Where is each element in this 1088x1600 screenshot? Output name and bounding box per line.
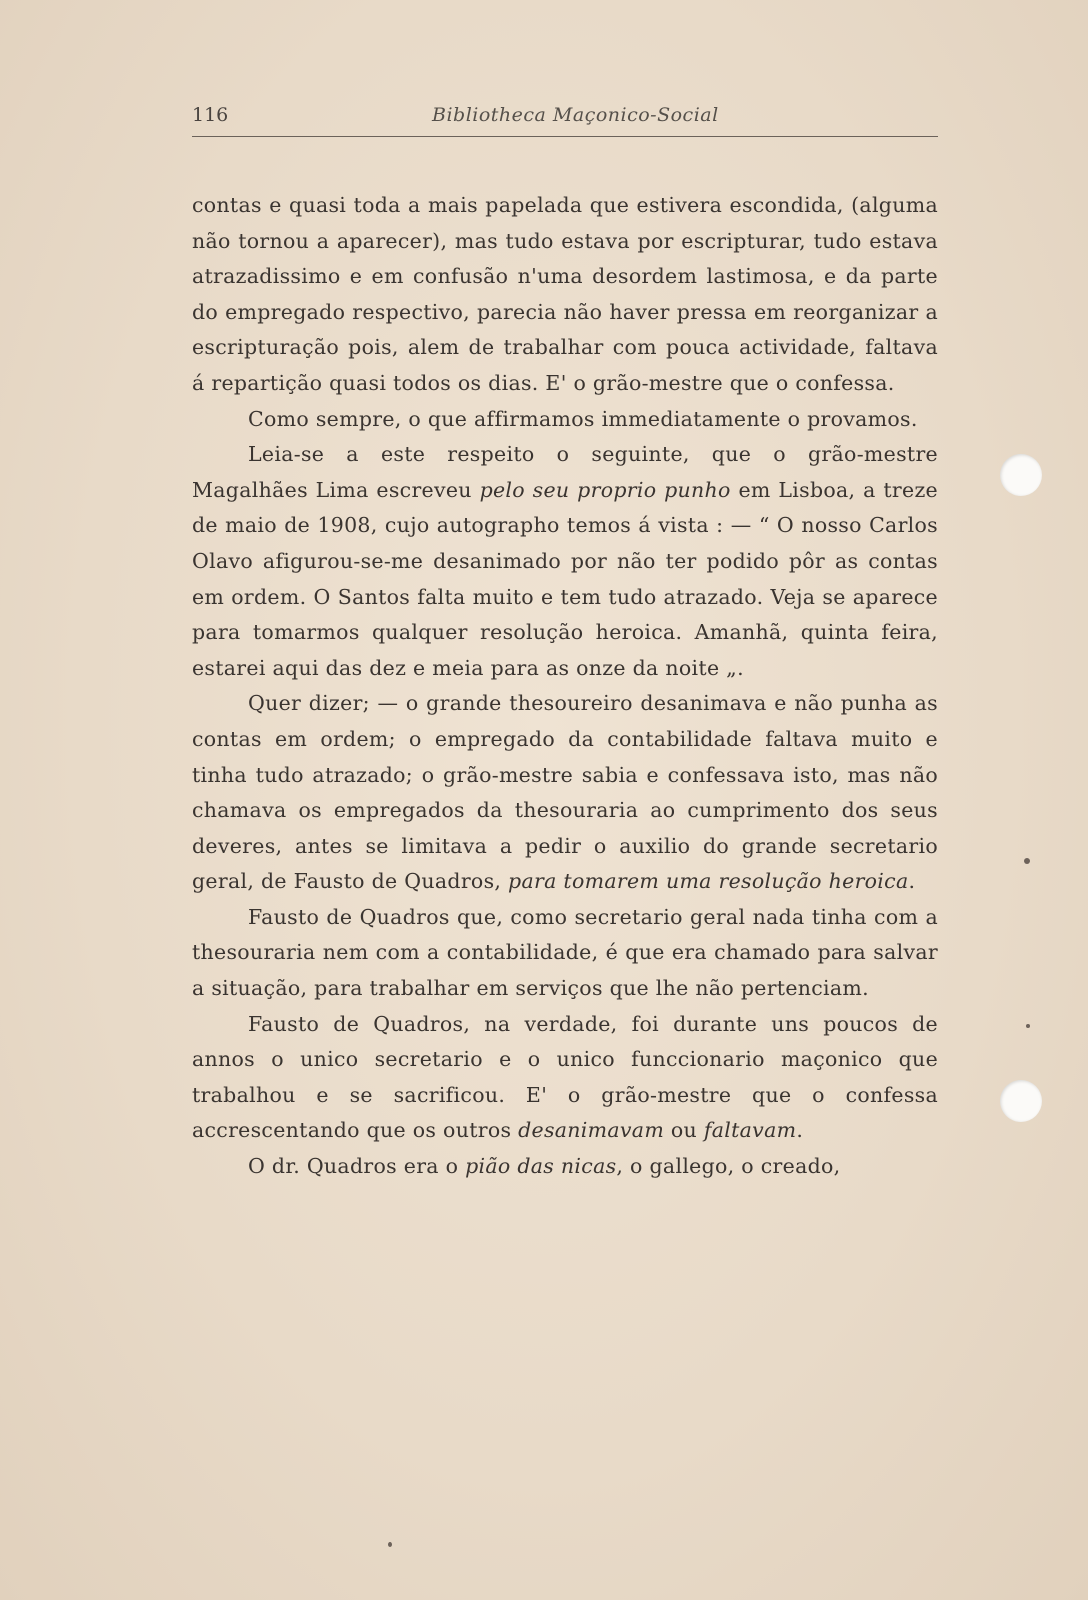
paragraph [192,686,938,900]
text-run: . [796,1118,804,1143]
paragraph [192,402,938,438]
text-run: . [908,869,916,894]
text-run: Fausto de Quadros, na verdade, foi durante uns poucos de annos o unico secretario e o unico funccionario maçonico que trabalhou e se sacrificou. E' o grão-mestre que o confessa accrescentando que os outros [192,1011,938,1143]
paragraph [192,1007,938,1149]
text-run: Quer dizer; — o grande thesoureiro desanimava e não punha as contas em ordem; o empregado da contabilidade faltava muito e tinha tudo atrazado; o grão-mestre sabia e confessava isto, mas não chamava os empregados da thesouraria ao cumprimento dos seus deveres, antes se limitava a pedir o auxilio do grande secretario geral, de Fausto de Quadros, [192,691,938,894]
running-title: Bibliotheca Maçonico-Social [432,104,719,126]
text-run: Fausto de Quadros que, como secretario geral nada tinha com a thesouraria nem com a contabilidade, é que era chamado para salvar a situação, para trabalhar em serviços que lhe não pertenciam. [192,904,938,1001]
text-run: Leia-se a este respeito o seguinte, que o grão-mestre Magalhães Lima escreveu [192,442,938,502]
italic-text: pelo seu proprio punho [479,477,731,502]
paragraph [192,188,938,402]
italic-text: faltavam [703,1118,797,1143]
paragraph [192,437,938,686]
binder-hole [1000,1080,1042,1122]
text-run: O dr. Quadros era o [248,1154,466,1179]
paper-speck [388,1542,392,1547]
text-run: Como sempre, o que affirmamos immediatamente o provamos. [248,406,918,431]
paragraph [192,900,938,1007]
text-run: contas e quasi toda a mais papelada que estivera escondida, (alguma não tornou a aparecer), mas tudo estava por escripturar, tudo estava atrazadissimo e em confusão n'uma desordem lastimosa, e da parte do empregado respectivo, parecia não haver pressa em reorganizar a escripturação pois, alem de trabalhar com pouca actividade, faltava á repartição quasi todos os dias. E' o grão-mestre que o confessa. [192,193,938,395]
page-header [192,102,938,137]
body-text [192,188,938,1185]
text-run: , o gallego, o creado, [616,1154,841,1179]
binder-hole [1000,454,1042,496]
italic-text: desanimavam [518,1118,665,1143]
italic-text: pião das nicas [465,1154,617,1179]
text-run: ou [664,1118,704,1143]
paragraph [192,1149,938,1185]
paper-speck [1024,858,1030,864]
italic-text: para tomarem uma resolução heroica [508,869,909,894]
page-number: 116 [192,104,229,126]
text-run: em Lisboa, a treze de maio de 1908, cujo autographo temos á vista : — “ O nosso Carlos Olavo afigurou-se-me desanimado por não ter podido pôr as contas em ordem. O Santos falta muito e tem tudo atrazado. Veja se aparece para tomarmos qualquer resolução heroica. Amanhã, quinta feira, estarei aqui das dez e meia para as onze da noite „. [192,477,938,680]
paper-speck [1026,1024,1030,1028]
